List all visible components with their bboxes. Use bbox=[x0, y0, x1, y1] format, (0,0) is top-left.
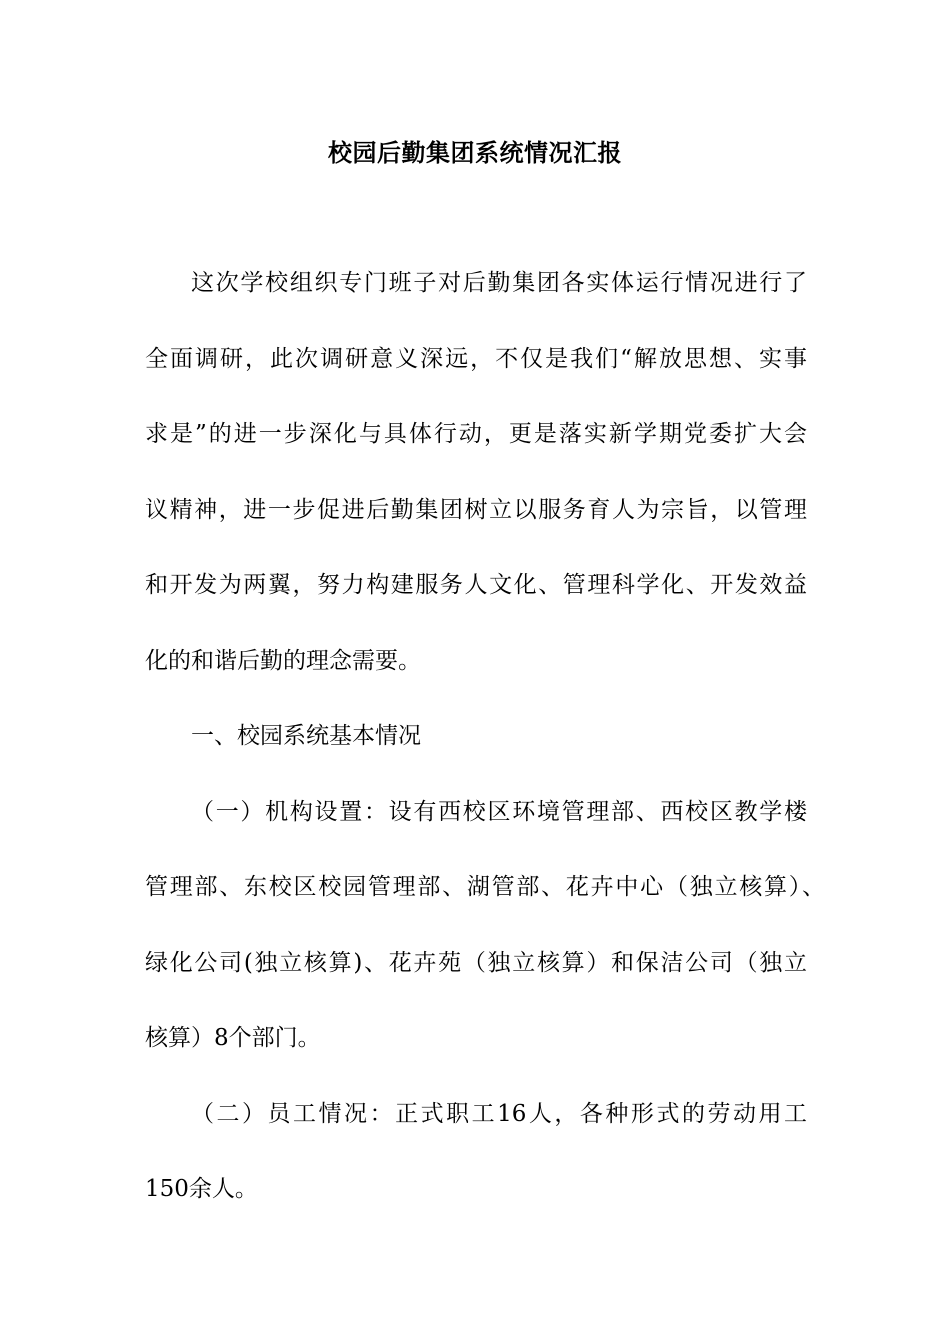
paragraph-line: 管理部、东校区校园管理部、湖管部、花卉中心（独立核算）、 bbox=[145, 874, 825, 900]
paragraph-line: 核算）8个部门。 bbox=[145, 1025, 321, 1051]
paragraph-line: 绿化公司(独立核算)、花卉苑（独立核算）和保洁公司（独立 bbox=[145, 949, 807, 976]
document-title: 校园后勤集团系统情况汇报 bbox=[328, 139, 622, 167]
section-heading: 一、校园系统基本情况 bbox=[191, 723, 421, 749]
paragraph-line: 全面调研，此次调研意义深远，不仅是我们“解放思想、实事 bbox=[145, 345, 807, 372]
paragraph-line: （一）机构设置：设有西校区环境管理部、西校区教学楼 bbox=[191, 798, 807, 825]
paragraph-line: 和开发为两翼，努力构建服务人文化、管理科学化、开发效益 bbox=[145, 572, 807, 598]
paragraph-line: 化的和谐后勤的理念需要。 bbox=[145, 647, 421, 674]
paragraph-line: （二）员工情况：正式职工16人，各种形式的劳动用工 bbox=[191, 1100, 807, 1127]
paragraph-line: 议精神，进一步促进后勤集团树立以服务育人为宗旨，以管理 bbox=[145, 496, 807, 523]
paragraph-line: 150余人。 bbox=[145, 1176, 258, 1202]
paragraph-line: 这次学校组织专门班子对后勤集团各实体运行情况进行了 bbox=[191, 270, 807, 296]
document-body bbox=[145, 246, 825, 1228]
paragraph-line: 求是”的进一步深化与具体行动，更是落实新学期党委扩大会 bbox=[145, 421, 807, 447]
